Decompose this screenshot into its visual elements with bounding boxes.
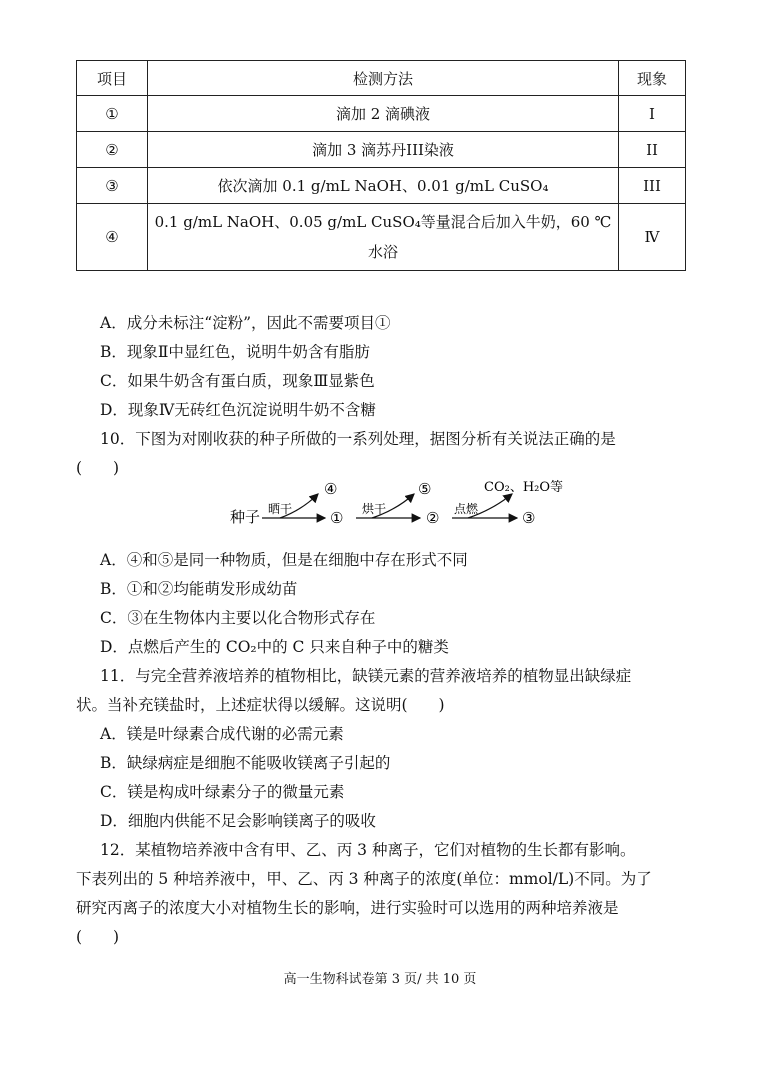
- diagram-n5: ⑤: [418, 480, 432, 498]
- cell-result: Ⅳ: [619, 204, 686, 271]
- diagram-n3: ③: [522, 509, 536, 527]
- q12-stem-line2: 下表列出的 5 种培养液中，甲、乙、丙 3 种离子的浓度(单位：mmol/L)不同。为了: [76, 870, 652, 888]
- detection-table: [76, 60, 686, 271]
- q12-stem-line4: ( ): [76, 928, 120, 946]
- cell-item: ②: [77, 132, 148, 168]
- diagram-step2-label: 烘干: [362, 502, 387, 516]
- cell-method-line1: 0.1 g/mL NaOH、0.05 g/mL CuSO₄等量混合后加入牛奶，60 ℃: [154, 213, 612, 231]
- q9-option-c: C．如果牛奶含有蛋白质，现象Ⅲ显紫色: [100, 372, 375, 390]
- q9-option-a: A．成分未标注“淀粉”，因此不需要项目①: [100, 314, 391, 332]
- q10-stem-line2: ( ): [76, 459, 120, 477]
- cell-result: III: [619, 168, 686, 204]
- cell-method: 依次滴加 0.1 g/mL NaOH、0.01 g/mL CuSO₄: [148, 168, 619, 204]
- header-item: 项目: [77, 61, 148, 96]
- diagram-step3-label: 点燃: [454, 502, 479, 516]
- header-result: 现象: [619, 61, 686, 96]
- diagram-n4: ④: [324, 480, 338, 498]
- table-row: [77, 168, 686, 204]
- table-row: [77, 204, 686, 271]
- cell-method: 滴加 2 滴碘液: [148, 96, 619, 132]
- q12-stem-line3: 研究丙离子的浓度大小对植物生长的影响，进行实验时可以选用的两种培养液是: [76, 899, 619, 917]
- cell-item: ①: [77, 96, 148, 132]
- cell-method: [148, 204, 619, 271]
- q9-option-d: D．现象Ⅳ无砖红色沉淀说明牛奶不含糖: [100, 401, 376, 419]
- q9-option-b: B．现象Ⅱ中显红色，说明牛奶含有脂肪: [100, 343, 370, 361]
- cell-result: II: [619, 132, 686, 168]
- q11-stem-line1: 11．与完全营养液培养的植物相比，缺镁元素的营养液培养的植物显出缺绿症: [100, 667, 632, 685]
- page-footer: 高一生物科试卷第 3 页/ 共 10 页: [283, 972, 477, 987]
- q11-option-c: C．镁是构成叶绿素分子的微量元素: [100, 783, 345, 801]
- q10-stem-line1: 10．下图为对刚收获的种子所做的一系列处理，据图分析有关说法正确的是: [100, 430, 616, 448]
- q11-option-a: A．镁是叶绿素合成代谢的必需元素: [100, 725, 344, 743]
- q10-option-a: A．④和⑤是同一种物质，但是在细胞中存在形式不同: [100, 551, 468, 569]
- table-header-row: [77, 61, 686, 96]
- cell-item: ③: [77, 168, 148, 204]
- seed-processing-diagram: [222, 476, 582, 536]
- diagram-seed-label: 种子: [230, 508, 261, 526]
- q11-option-d: D．细胞内供能不足会影响镁离子的吸收: [100, 812, 376, 830]
- diagram-n1: ①: [330, 509, 344, 527]
- q10-option-d: D．点燃后产生的 CO₂中的 C 只来自种子中的糖类: [100, 638, 449, 656]
- q10-option-c: C．③在生物体内主要以化合物形式存在: [100, 609, 376, 627]
- cell-method-line2: 水浴: [367, 243, 398, 261]
- q10-option-b: B．①和②均能萌发形成幼苗: [100, 580, 298, 598]
- diagram-step1-label: 晒干: [268, 502, 293, 516]
- diagram-products: CO₂、H₂O等: [484, 480, 564, 495]
- q12-stem-line1: 12．某植物培养液中含有甲、乙、丙 3 种离子，它们对植物的生长都有影响。: [100, 841, 636, 859]
- diagram-n2: ②: [426, 509, 440, 527]
- q11-stem-line2: 状。当补充镁盐时，上述症状得以缓解。这说明( ): [76, 696, 445, 714]
- cell-method: 滴加 3 滴苏丹III染液: [148, 132, 619, 168]
- table-row: [77, 96, 686, 132]
- q11-option-b: B．缺绿病症是细胞不能吸收镁离子引起的: [100, 754, 391, 772]
- cell-item: ④: [77, 204, 148, 271]
- header-method: 检测方法: [148, 61, 619, 96]
- cell-result: I: [619, 96, 686, 132]
- table-row: [77, 132, 686, 168]
